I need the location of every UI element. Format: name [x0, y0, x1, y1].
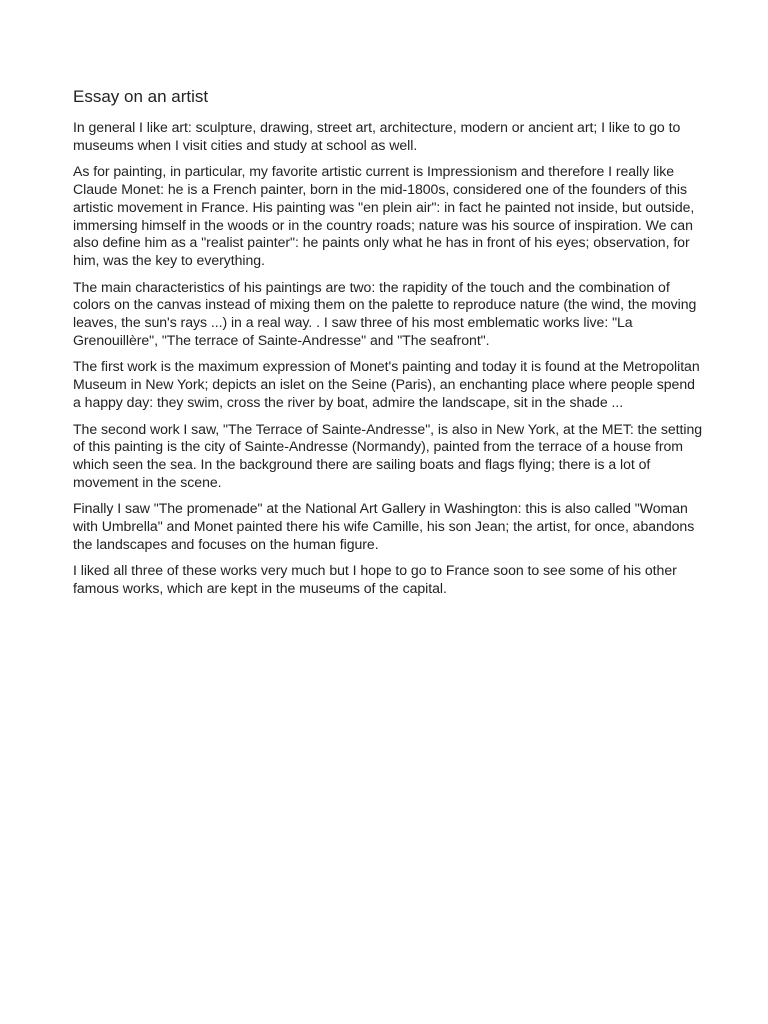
- paragraph-conclusion: I liked all three of these works very much but I hope to go to France soon to see some of his other famous works, which are kept in the museums of the capital.: [73, 562, 677, 597]
- document-title: Essay on an artist: [73, 87, 209, 106]
- paragraph-third-work: Finally I saw "The promenade" at the National Art Gallery in Washington: this is also called "Woman with Umbrella" and Monet painted there his wife Camille, his son Jean; the artist, for once, abandons the landscapes and focuses on the human figure.: [73, 500, 695, 552]
- paragraph-first-work: The first work is the maximum expression of Monet's painting and today it is found at the Metropolitan Museum in New York; depicts an islet on the Seine (Paris), an enchanting place where people spend a happy day: they swim, cross the river by boat, admire the landscape, sit in the shade ...: [73, 358, 700, 410]
- paragraph-impressionism: As for painting, in particular, my favorite artistic current is Impressionism and therefore I really like Claude Monet: he is a French painter, born in the mid-1800s, considered one of the founders of this artistic movement in France. His painting was "en plein air": in fact he painted not inside, but outside, immersing himself in the woods or in the country roads; nature was his source of inspiration. We can also define him as a "realist painter": he paints only what he has in front of his eyes; observation, for him, was the key to everything.: [73, 163, 695, 268]
- paragraph-characteristics: The main characteristics of his paintings are two: the rapidity of the touch and the combination of colors on the canvas instead of mixing them on the palette to reproduce nature (the wind, the moving leaves, the sun's rays ...) in a real way. . I saw three of his most emblematic works live: "La Grenouillère", "The terrace of Sainte-Andresse" and "The seafront".: [73, 278, 697, 348]
- paragraph-intro: In general I like art: sculpture, drawing, street art, architecture, modern or ancient art; I like to go to museums when I visit cities and study at school as well.: [73, 119, 681, 153]
- document-page: [73, 86, 703, 607]
- paragraph-second-work: The second work I saw, "The Terrace of Sainte-Andresse", is also in New York, at the MET: the setting of this painting is the city of Sainte-Andresse (Normandy), painted from the terrace of a house from which seen the sea. In the background there are sailing boats and flags flying; there is a lot of movement in the scene.: [73, 420, 703, 490]
